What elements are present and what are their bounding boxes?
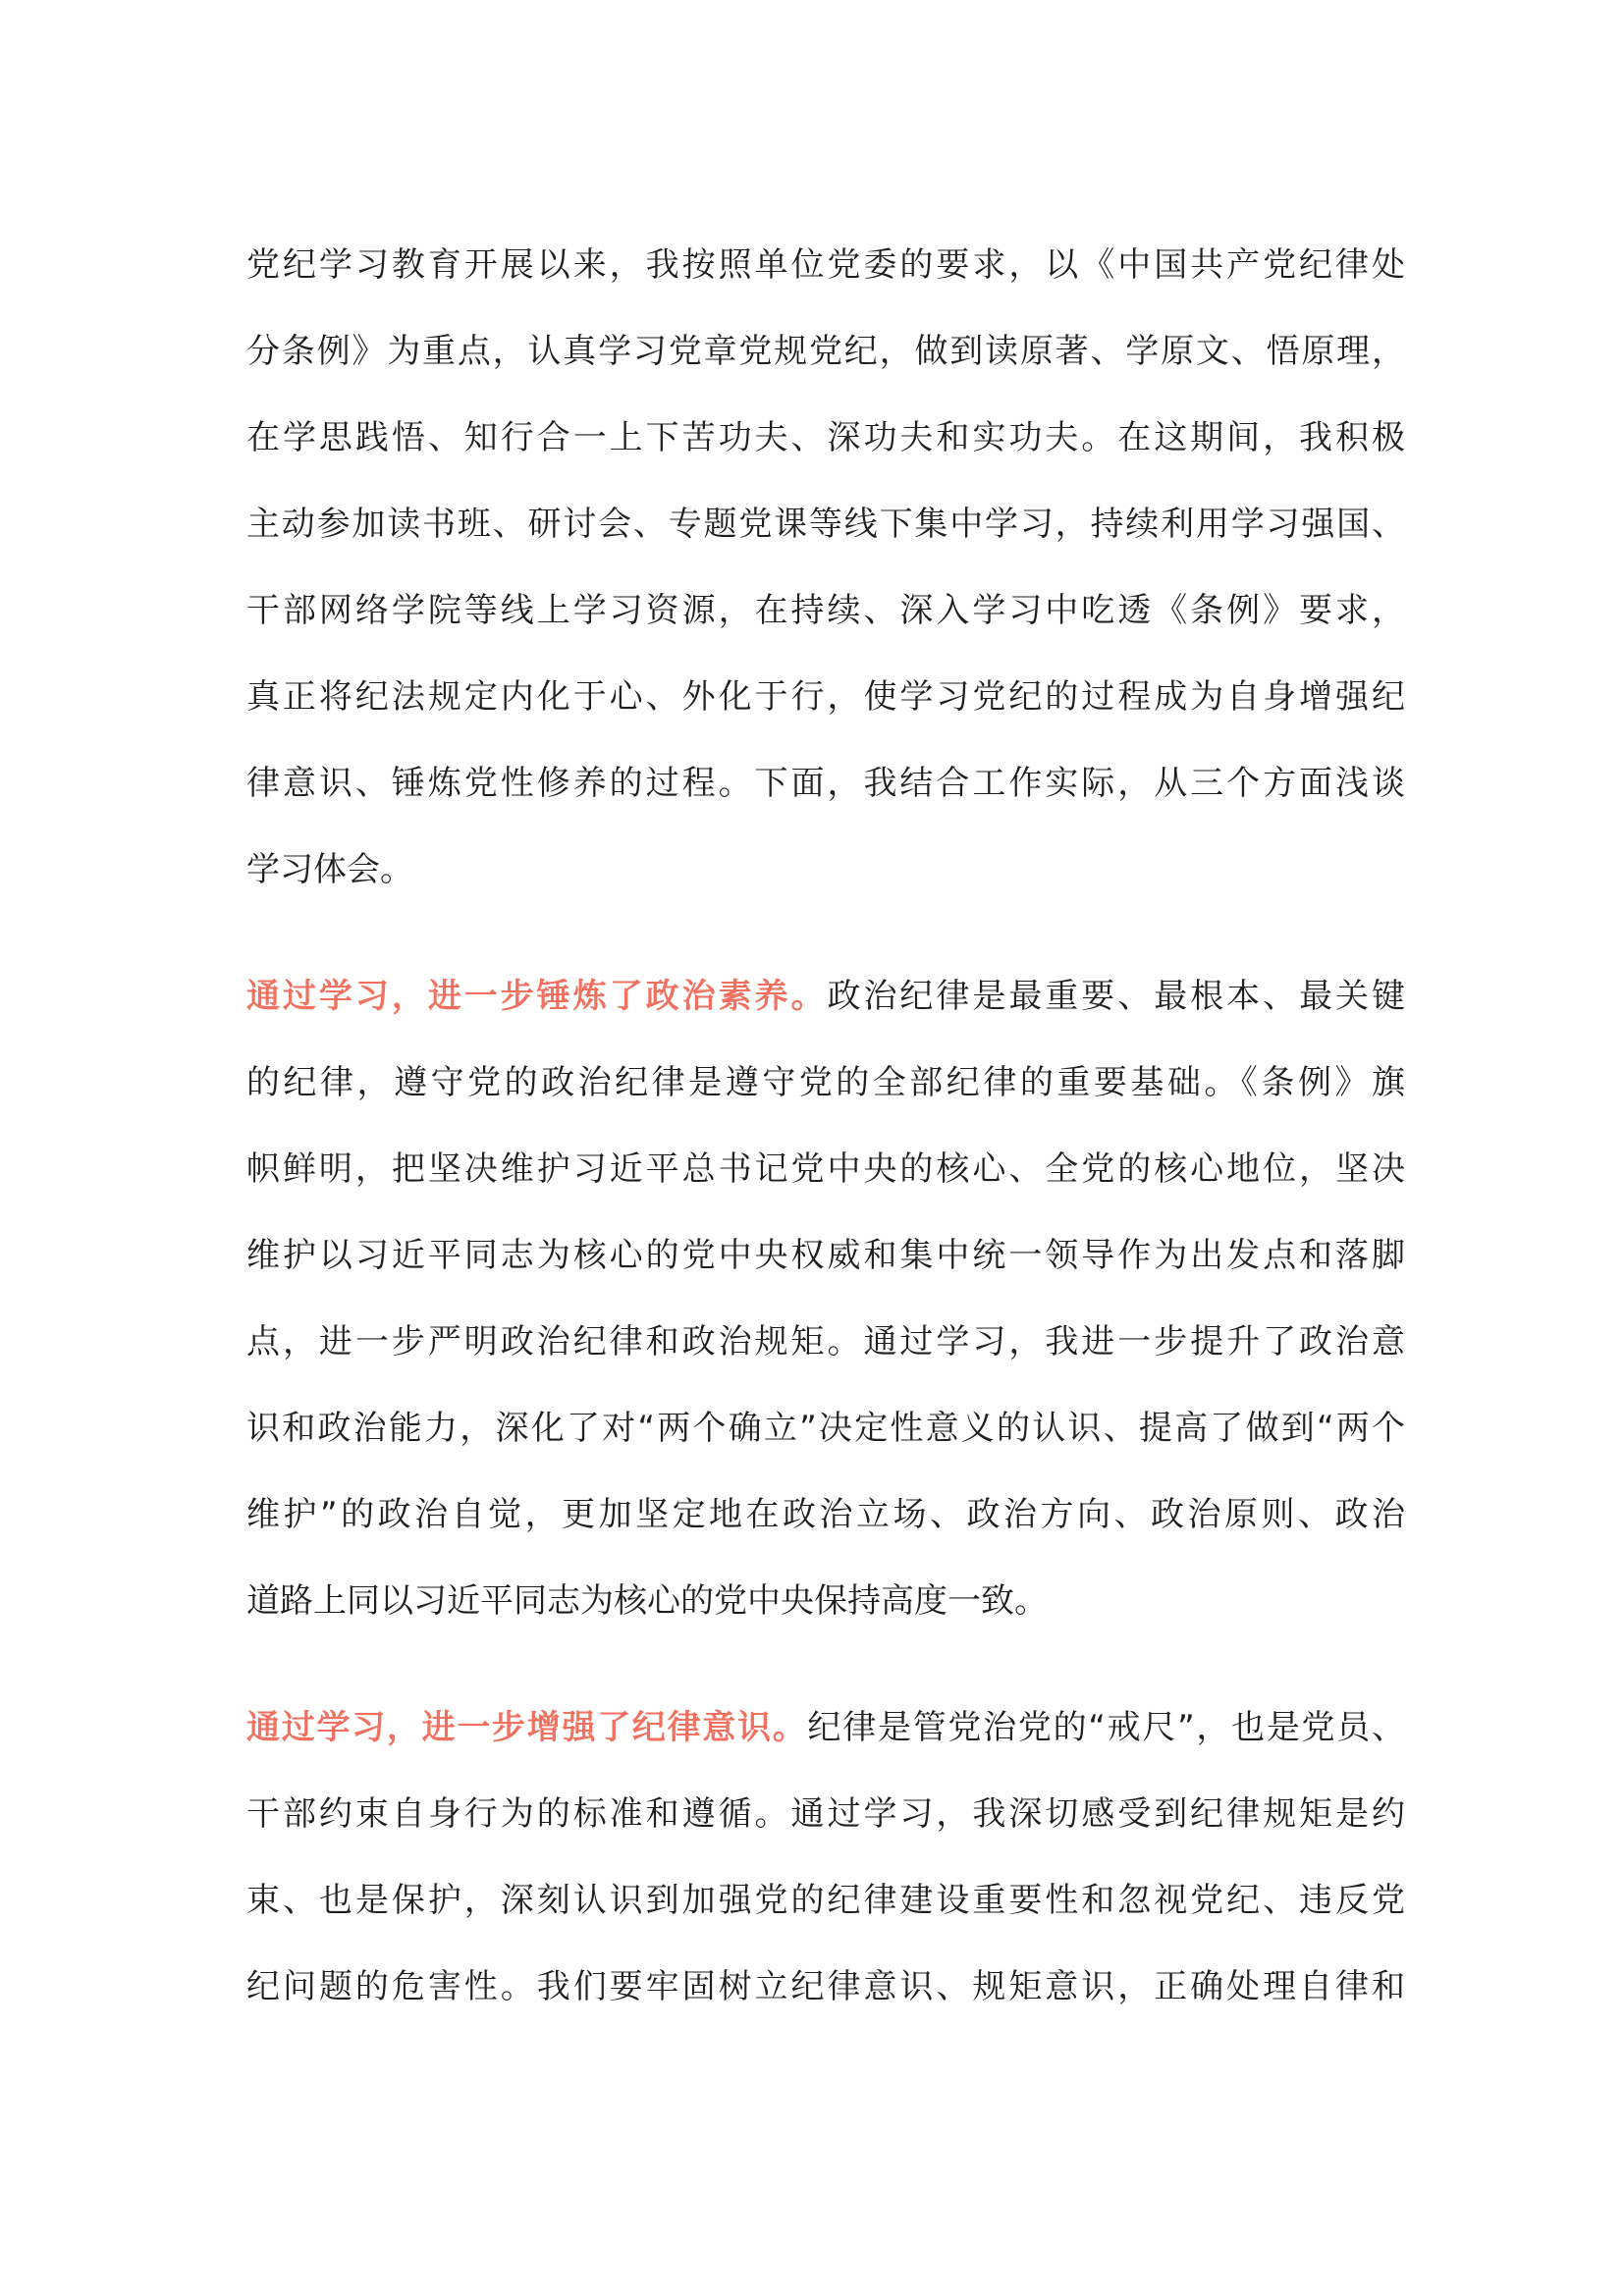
text-line: 干部网络学院等线上学习资源，在持续、深入学习中吃透《条例》要求， (246, 591, 1405, 630)
text-line: 维护”的政治自觉，更加坚定地在政治立场、政治方向、政治原则、政治 (246, 1495, 1405, 1534)
text-line: 律意识、锤炼党性修养的过程。下面，我结合工作实际，从三个方面浅谈 (246, 764, 1405, 803)
text-line: 道路上同以习近平同志为核心的党中央保持高度一致。 (246, 1581, 1048, 1621)
text-line: 帜鲜明，把坚决维护习近平总书记党中央的核心、全党的核心地位，坚决 (246, 1149, 1405, 1189)
text-line: 在学思践悟、知行合一上下苦功夫、深功夫和实功夫。在这期间，我积极 (246, 418, 1405, 457)
text-line-rest: 政治纪律是最重要、最根本、最关键 (827, 977, 1405, 1016)
text-line: 纪问题的危害性。我们要牢固树立纪律意识、规矩意识，正确处理自律和 (246, 1967, 1405, 2006)
text-line: 主动参加读书班、研讨会、专题党课等线下集中学习，持续利用学习强国、 (246, 505, 1405, 544)
text-line: 党纪学习教育开展以来，我按照单位党委的要求，以《中国共产党纪律处 (246, 245, 1405, 285)
document-body (246, 222, 1405, 2070)
paragraph-discipline-awareness (246, 1684, 1405, 2030)
text-line: 维护以习近平同志为核心的党中央权威和集中统一领导作为出发点和落脚 (246, 1236, 1405, 1275)
text-line: 点，进一步严明政治纪律和政治规矩。通过学习，我进一步提升了政治意 (246, 1322, 1405, 1362)
text-line (246, 1684, 1405, 1771)
text-line: 干部约束自身行为的标准和遵循。通过学习，我深切感受到纪律规矩是约 (246, 1794, 1405, 1834)
text-line: 识和政治能力，深化了对“两个确立”决定性意义的认识、提高了做到“两个 (246, 1409, 1405, 1448)
section-heading: 通过学习，进一步锤炼了政治素养。 (246, 977, 828, 1016)
text-line: 的纪律，遵守党的政治纪律是遵守党的全部纪律的重要基础。《条例》旗 (246, 1063, 1405, 1102)
paragraph-political-literacy (246, 953, 1405, 1644)
text-line: 分条例》为重点，认真学习党章党规党纪，做到读原著、学原文、悟原理， (246, 332, 1405, 371)
section-heading: 通过学习，进一步增强了纪律意识。 (246, 1708, 808, 1747)
paragraph-intro (246, 222, 1405, 913)
text-line: 束、也是保护，深刻认识到加强党的纪律建设重要性和忽视党纪、违反党 (246, 1881, 1405, 1920)
text-line: 学习体会。 (246, 850, 413, 889)
text-line: 真正将纪法规定内化于心、外化于行，使学习党纪的过程成为自身增强纪 (246, 677, 1405, 717)
text-line-rest: 纪律是管党治党的“戒尺”，也是党员、 (807, 1708, 1406, 1747)
text-line (246, 953, 1405, 1040)
